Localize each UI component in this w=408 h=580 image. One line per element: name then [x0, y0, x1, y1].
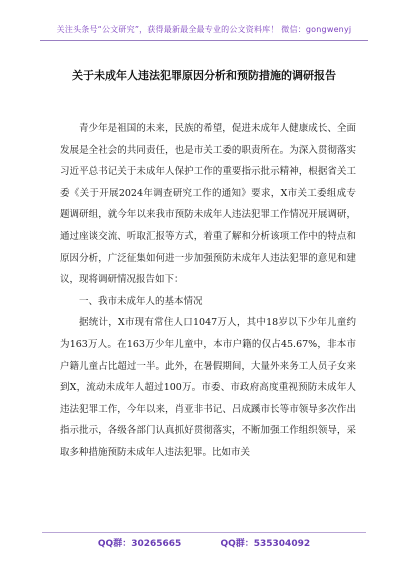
qq-group-1: QQ群：30265665	[97, 539, 182, 549]
header-divider	[40, 40, 368, 41]
footer-divider	[42, 532, 366, 533]
footer	[0, 536, 408, 549]
document-title: 关于未成年人违法犯罪原因分析和预防措施的调研报告	[72, 69, 336, 82]
intro-paragraph: 青少年是祖国的未来，民族的希望，促进未成年人健康成长、全面发展是全社会的共同责任，也是市关工委的职责所在。为深入贯彻落实习近平总书记关于未成年人保护工作的重要指示批示精神，根据省关工委《关于开展2024年调查研究工作的通知》要求，X市关工委组成专题调研组，就今年以来我市预防未成年人违法犯罪工作情况开展调研，通过座谈交流、听取汇报等方式，着重了解和分析该项工作中的特点和原因分析，广泛征集如何进一步加强预防未成年人违法犯罪的意见和建议，现将调研情况报告如下：	[60, 123, 356, 286]
document-body	[60, 118, 356, 464]
qq-group-2: QQ群：535304092	[220, 539, 311, 549]
header-promo: 关注头条号“公文研究”，获得最新最全最专业的公文资料库！ 微信：gongwenyj	[56, 25, 352, 34]
body-paragraph: 据统计，X市现有常住人口1047万人，其中18岁以下少年儿童约为163万人。在163万少年儿童中，本市户籍的仅占45.67%，非本市户籍儿童占比超过一半。此外，在暑假期间，大量外来务工人员子女来到X，流动未成年人超过100万。市委、市政府高度重视预防未成年人违法犯罪工作，今年以来，肖亚非书记、吕成蹊市长等市领导多次作出指示批示，各级各部门认真抓好贯彻落实，不断加强工作组织领导，采取多种措施预防未成年人违法犯罪。比如市关	[60, 317, 356, 458]
section-heading: 一、我市未成年人的基本情况	[79, 295, 203, 307]
